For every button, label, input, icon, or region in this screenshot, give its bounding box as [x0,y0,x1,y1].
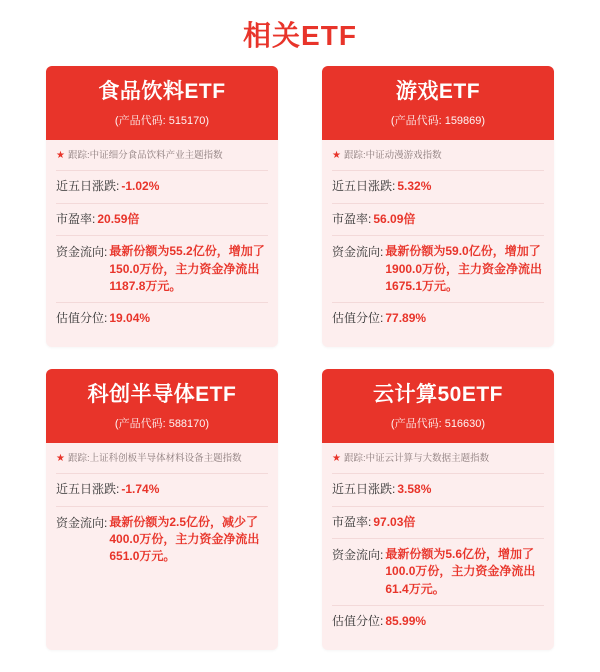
valuation-label: 估值分位: [56,311,108,326]
pe-label: 市盈率: [332,514,372,529]
flow-value: 最新份额为2.5亿份，减少了400.0万份，主力资金净流出651.0万元。 [109,514,260,564]
track-label: 跟踪: [343,452,366,464]
etf-change5d-row [56,474,268,506]
etf-valuation-row [332,606,544,637]
etf-card-body [46,443,278,585]
change5d-value: -1.74% [121,482,160,497]
valuation-label: 估值分位: [332,614,384,629]
pe-value: 20.59倍 [97,211,140,226]
track-label: 跟踪: [67,150,90,162]
etf-code: (产品代码: 159869) [390,115,486,128]
flow-label: 资金流向: [56,515,108,530]
track-label: 跟踪: [67,452,90,464]
etf-code: (产品代码: 515170) [114,115,210,128]
flow-label: 资金流向: [332,245,384,260]
etf-card-header [46,66,278,140]
etf-change5d-row [332,171,544,203]
etf-card[interactable] [322,66,554,347]
flow-value: 最新份额为5.6亿份，增加了100.0万份，主力资金净流出61.4万元。 [385,547,536,596]
etf-valuation-row [332,303,544,334]
change5d-value: 3.58% [397,482,432,497]
etf-track-row [332,453,544,474]
valuation-value: 85.99% [385,614,427,629]
star-icon: ★ [332,150,341,162]
etf-change5d-row [332,474,544,506]
star-icon: ★ [56,150,65,162]
etf-card-header [322,66,554,140]
etf-name: 科创半导体ETF [87,382,237,406]
etf-card[interactable] [46,66,278,347]
flow-value: 最新份额为59.0亿份，增加了1900.0万份，主力资金净流出1675.1万元。 [385,244,543,294]
track-value: 中证云计算与大数据主题指数 [365,452,490,464]
change5d-label: 近五日涨跌: [332,482,396,497]
etf-track-row [56,453,268,474]
etf-pe-row [332,204,544,236]
etf-track-row [332,150,544,171]
valuation-value: 77.89% [385,311,427,326]
flow-label: 资金流向: [332,548,384,563]
etf-card-body [322,140,554,347]
pe-value: 56.09倍 [373,211,416,226]
change5d-label: 近五日涨跌: [56,179,120,194]
etf-code: (产品代码: 516630) [390,417,486,430]
etf-track-row [56,150,268,171]
etf-change5d-row [56,171,268,203]
etf-card-body [322,443,554,650]
etf-flow-row [56,507,268,573]
etf-pe-row [56,204,268,236]
pe-value: 97.03倍 [373,514,416,529]
etf-flow-row [332,236,544,303]
change5d-value: -1.02% [121,179,160,194]
star-icon: ★ [56,452,65,464]
change5d-value: 5.32% [397,179,432,194]
etf-flow-row [332,539,544,606]
etf-valuation-row [56,303,268,334]
etf-flow-row [56,236,268,303]
etf-card-grid [0,66,600,672]
change5d-label: 近五日涨跌: [332,179,396,194]
etf-card-header [322,369,554,443]
etf-card-header [46,369,278,443]
track-value: 中证细分食品饮料产业主题指数 [89,150,223,162]
etf-name: 游戏ETF [395,80,481,103]
etf-code: (产品代码: 588170) [114,417,210,430]
page-title: 相关ETF [243,20,357,51]
star-icon: ★ [332,452,341,464]
etf-name: 云计算50ETF [372,382,504,406]
change5d-label: 近五日涨跌: [56,482,120,497]
track-label: 跟踪: [343,150,366,162]
flow-label: 资金流向: [56,245,108,260]
etf-card[interactable] [322,369,554,650]
track-value: 中证动漫游戏指数 [365,150,442,162]
pe-label: 市盈率: [332,211,372,226]
valuation-label: 估值分位: [332,311,384,326]
etf-pe-row [332,507,544,539]
track-value: 上证科创板半导体材料设备主题指数 [89,452,242,464]
valuation-value: 19.04% [109,311,151,326]
etf-name: 食品饮料ETF [98,80,226,103]
etf-card[interactable] [46,369,278,650]
pe-label: 市盈率: [56,211,96,226]
etf-card-body [46,140,278,347]
flow-value: 最新份额为55.2亿份，增加了150.0万份，主力资金净流出1187.8万元。 [109,244,265,294]
